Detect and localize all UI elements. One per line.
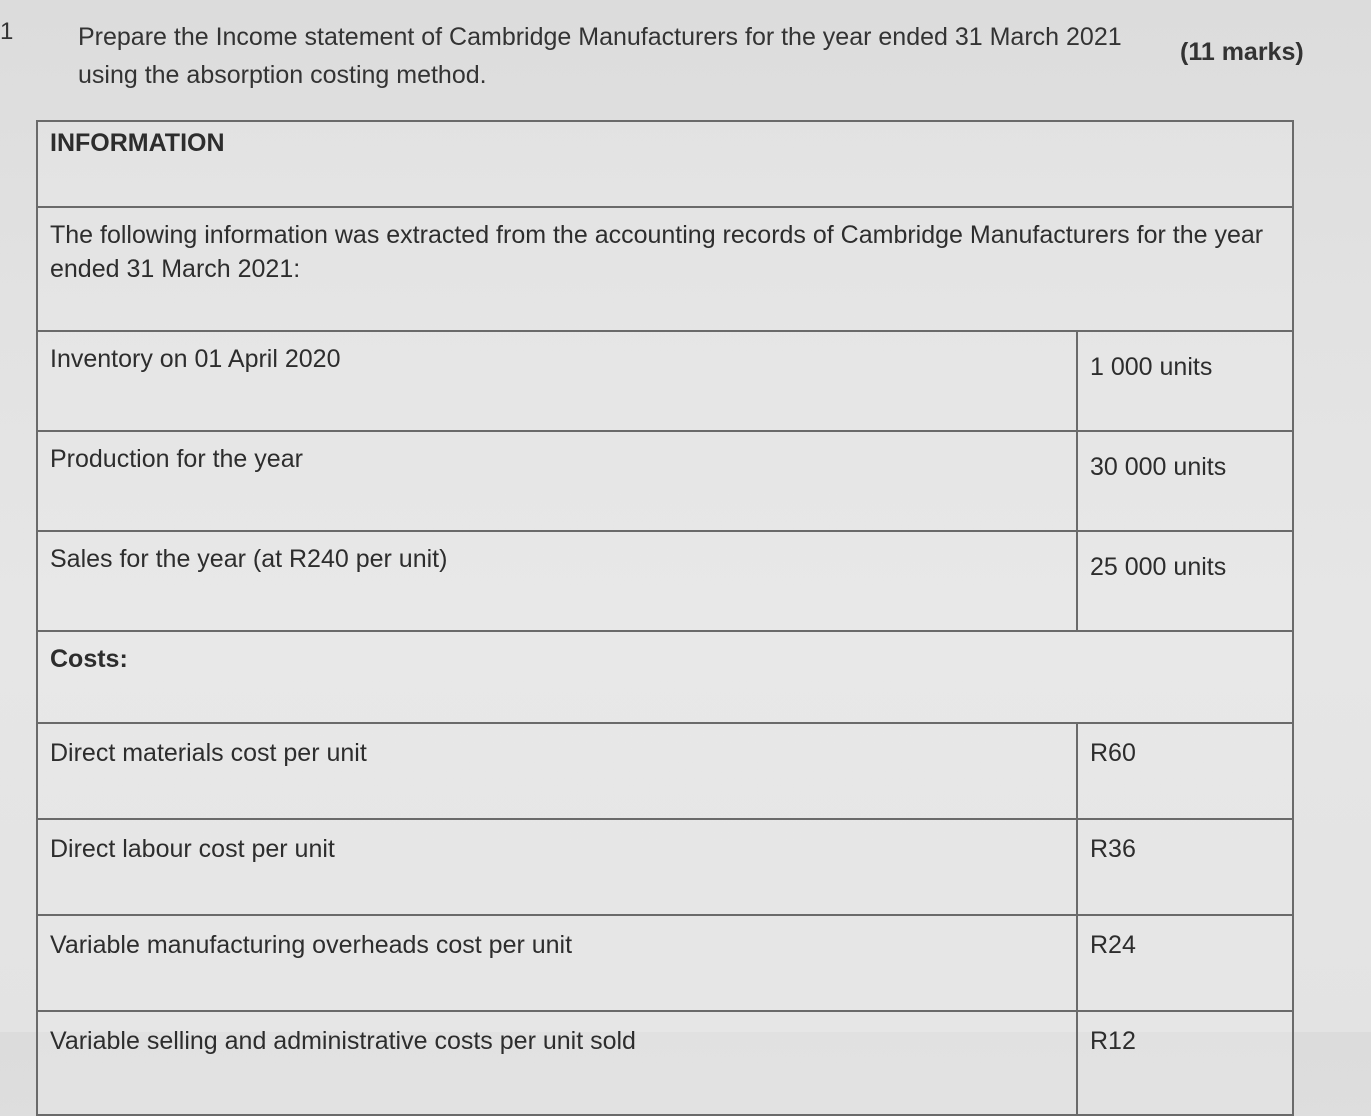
table-row [37, 723, 1293, 819]
cost-label: Direct labour cost per unit [37, 819, 1077, 915]
table-row [37, 331, 1293, 431]
table-row [37, 431, 1293, 531]
cost-value: R60 [1077, 723, 1293, 819]
cost-label: Variable selling and administrative costs per unit sold [37, 1011, 1077, 1115]
table-row [37, 915, 1293, 1011]
cost-value: R24 [1077, 915, 1293, 1011]
item-value: 25 000 units [1077, 531, 1293, 631]
item-label: Production for the year [37, 431, 1077, 531]
costs-heading: Costs: [37, 631, 1293, 723]
table-row [37, 819, 1293, 915]
table-header: INFORMATION [37, 121, 1293, 207]
information-table [36, 120, 1294, 1116]
cost-value: R36 [1077, 819, 1293, 915]
question-marks: (11 marks) [1180, 38, 1304, 66]
question-number: 1 [0, 18, 14, 45]
item-value: 30 000 units [1077, 431, 1293, 531]
cost-value: R12 [1077, 1011, 1293, 1115]
table-row [37, 531, 1293, 631]
table-row [37, 1011, 1293, 1115]
table-header-row [37, 121, 1293, 207]
cost-label: Direct materials cost per unit [37, 723, 1077, 819]
item-label: Sales for the year (at R240 per unit) [37, 531, 1077, 631]
table-intro-row [37, 207, 1293, 331]
table-intro: The following information was extracted from the accounting records of Cambridge Manufacturers for the year ended 31 March 2021: [37, 207, 1293, 331]
costs-heading-row [37, 631, 1293, 723]
item-value: 1 000 units [1077, 331, 1293, 431]
question-text: Prepare the Income statement of Cambridge Manufacturers for the year ended 31 March 2021 using the absorption costing method. [78, 23, 1122, 89]
item-label: Inventory on 01 April 2020 [37, 331, 1077, 431]
cost-label: Variable manufacturing overheads cost per unit [37, 915, 1077, 1011]
